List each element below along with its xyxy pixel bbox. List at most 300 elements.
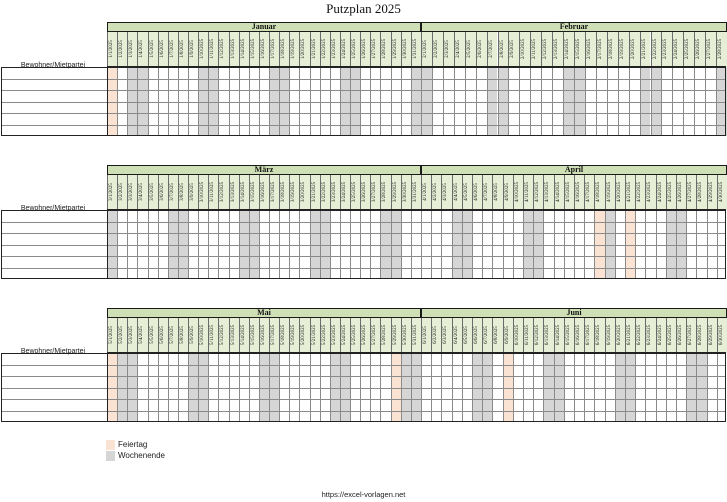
date-header-cell (178, 175, 188, 210)
date-header-cell (651, 32, 662, 67)
date-label: 2/2/2025 (433, 40, 439, 58)
date-header-cell (249, 32, 259, 67)
date-header-cell (320, 175, 330, 210)
date-label: 5/5/2025 (149, 326, 155, 344)
date-header-cell (310, 318, 320, 353)
date-label: 2/20/2025 (630, 38, 636, 60)
date-header-cell (178, 32, 188, 67)
date-header-cell (249, 175, 259, 210)
row-divider (1, 399, 726, 400)
date-header-cell (269, 318, 279, 353)
date-label: 2/5/2025 (466, 40, 472, 58)
date-header-cell (188, 32, 198, 67)
date-label: 3/4/2025 (139, 183, 145, 201)
date-header-cell (401, 32, 411, 67)
resident-label: Bewohner/Mietpartei (20, 62, 86, 69)
date-header-cell (676, 175, 686, 210)
date-label: 5/2/2025 (119, 326, 125, 344)
date-label: 4/29/2025 (708, 181, 714, 203)
date-label: 2/14/2025 (565, 38, 571, 60)
date-header-cell (299, 175, 309, 210)
date-label: 1/6/2025 (159, 40, 165, 58)
date-header-cell (717, 175, 727, 210)
holiday-swatch (106, 440, 115, 450)
date-label: 5/19/2025 (291, 324, 297, 346)
date-label: 5/10/2025 (200, 324, 206, 346)
date-header-cell (198, 32, 208, 67)
date-label: 6/11/2025 (525, 324, 530, 346)
date-header-cell (431, 318, 441, 353)
date-label: 1/9/2025 (190, 40, 196, 58)
date-label: 1/23/2025 (331, 38, 337, 60)
date-header-cell (289, 32, 299, 67)
date-header-cell (503, 175, 513, 210)
date-header-cell (198, 175, 208, 210)
date-label: 3/17/2025 (271, 181, 277, 203)
header-divider (107, 66, 726, 67)
date-label: 2/22/2025 (652, 38, 658, 60)
date-header-cell (498, 32, 509, 67)
date-header-cell (310, 175, 320, 210)
date-header-cell (508, 32, 519, 67)
date-header-cell (401, 175, 411, 210)
date-header-cell (554, 175, 564, 210)
date-label: 2/4/2025 (455, 40, 461, 58)
date-label: 1/15/2025 (250, 38, 256, 60)
date-label: 6/1/2025 (423, 326, 428, 344)
date-label: 3/21/2025 (311, 181, 317, 203)
date-header-cell (320, 318, 330, 353)
date-header-cell (259, 175, 269, 210)
date-header-cell (594, 175, 604, 210)
date-header-cell (330, 175, 340, 210)
weekend-swatch (106, 451, 115, 461)
date-header-cell (523, 175, 533, 210)
date-header-cell (117, 175, 127, 210)
date-label: 3/3/2025 (129, 183, 135, 201)
date-header-cell (401, 318, 411, 353)
date-label: 6/15/2025 (565, 324, 571, 346)
month-header: März (107, 165, 421, 175)
schedule-block-1 (0, 22, 727, 136)
date-label: 5/3/2025 (129, 326, 135, 344)
date-label: 1/21/2025 (311, 38, 317, 60)
date-header-cell (625, 318, 635, 353)
date-header-cell (299, 32, 309, 67)
row-divider (1, 113, 726, 114)
date-label: 5/6/2025 (159, 326, 165, 344)
date-header-cell (716, 32, 727, 67)
date-label: 3/5/2025 (149, 183, 155, 201)
date-header-cell (584, 175, 594, 210)
date-header-cell (137, 318, 147, 353)
date-label: 4/20/2025 (616, 181, 622, 203)
date-label: 4/13/2025 (545, 181, 551, 203)
resident-label: Bewohner/Mietpartei (20, 348, 86, 355)
date-label: 6/17/2025 (586, 324, 592, 346)
date-label: 1/25/2025 (352, 38, 358, 60)
date-header-cell (350, 32, 360, 67)
date-header-cell (552, 32, 563, 67)
date-header-cell (629, 32, 640, 67)
date-label: 1/8/2025 (179, 40, 185, 58)
date-header-cell (574, 175, 584, 210)
schedule-block-3 (0, 308, 727, 422)
date-header-cell (208, 175, 218, 210)
date-header-cell (432, 32, 443, 67)
date-header-cell (370, 318, 380, 353)
date-header-cell (158, 175, 168, 210)
date-header-cell (107, 318, 117, 353)
date-header-cell (380, 175, 390, 210)
name-column-divider (107, 210, 108, 279)
date-label: 3/20/2025 (301, 181, 307, 203)
date-header-cell (259, 318, 269, 353)
date-label: 6/29/2025 (708, 324, 714, 346)
date-header-cell (530, 32, 541, 67)
date-header-cell (487, 32, 498, 67)
date-header-cell (391, 175, 401, 210)
date-label: 5/11/2025 (210, 324, 216, 346)
date-header-cell (686, 318, 696, 353)
date-header-cell (683, 32, 694, 67)
date-header-cell (239, 175, 249, 210)
date-label: 2/11/2025 (532, 38, 538, 60)
date-header-cell (310, 32, 320, 67)
date-label: 5/21/2025 (311, 324, 317, 346)
date-label: 3/23/2025 (331, 181, 337, 203)
date-label: 2/3/2025 (444, 40, 450, 58)
date-label: 4/11/2025 (525, 181, 530, 203)
date-header-cell (563, 32, 574, 67)
month-header: Februar (421, 22, 727, 32)
date-label: 1/10/2025 (200, 38, 206, 60)
date-label: 4/22/2025 (637, 181, 643, 203)
date-header-cell (107, 32, 117, 67)
date-label: 5/18/2025 (281, 324, 287, 346)
date-label: 6/21/2025 (627, 324, 632, 346)
schedule-grid (1, 67, 726, 136)
date-header-cell (198, 318, 208, 353)
schedule-block-2 (0, 165, 727, 279)
date-label: 2/27/2025 (707, 38, 713, 60)
date-label: 5/24/2025 (341, 324, 347, 346)
date-label: 4/12/2025 (535, 181, 541, 203)
date-label: 2/18/2025 (608, 38, 614, 60)
date-label: 4/18/2025 (596, 181, 602, 203)
date-header-cell (443, 32, 454, 67)
date-header-cell (492, 318, 502, 353)
date-label: 3/30/2025 (402, 181, 408, 203)
date-label: 5/30/2025 (402, 324, 408, 346)
date-label: 1/27/2025 (372, 38, 378, 60)
page-title: Putzplan 2025 (326, 1, 401, 16)
date-header-cell (239, 318, 249, 353)
date-label: 1/26/2025 (362, 38, 368, 60)
date-label: 4/23/2025 (647, 181, 653, 203)
date-label: 3/16/2025 (260, 181, 266, 203)
date-header-cell (596, 32, 607, 67)
date-header-cell (564, 318, 574, 353)
row-divider (1, 376, 726, 377)
month-header: Januar (107, 22, 421, 32)
date-label: 6/23/2025 (647, 324, 653, 346)
date-label: 1/4/2025 (139, 40, 145, 58)
row-divider (1, 256, 726, 257)
date-label: 3/31/2025 (412, 181, 418, 203)
date-header-cell (370, 175, 380, 210)
date-header-cell (666, 318, 676, 353)
date-label: 2/15/2025 (576, 38, 581, 60)
date-label: 5/1/2025 (109, 326, 114, 344)
date-label: 3/12/2025 (220, 181, 226, 203)
footer-link[interactable]: https://excel-vorlagen.net (321, 490, 406, 499)
date-header-cell (188, 318, 198, 353)
date-header-cell (269, 32, 279, 67)
row-divider (1, 79, 726, 80)
date-header-cell (492, 175, 502, 210)
date-label: 1/22/2025 (321, 38, 327, 60)
date-label: 6/30/2025 (718, 324, 724, 346)
date-label: 5/8/2025 (179, 326, 185, 344)
date-header-cell (676, 318, 686, 353)
weekend-legend-label: Wochenende (118, 451, 165, 460)
date-label: 1/20/2025 (301, 38, 307, 60)
date-header-cell (188, 175, 198, 210)
date-label: 3/26/2025 (362, 181, 368, 203)
date-label: 2/17/2025 (597, 38, 603, 60)
date-header-cell (148, 318, 158, 353)
date-label: 1/14/2025 (240, 38, 246, 60)
date-header-cell (635, 318, 645, 353)
date-label: 3/13/2025 (230, 181, 236, 203)
date-label: 5/13/2025 (230, 324, 236, 346)
date-label: 4/1/2025 (423, 183, 428, 201)
date-label: 6/22/2025 (637, 324, 643, 346)
date-header-cell (421, 175, 431, 210)
date-label: 1/29/2025 (392, 38, 398, 60)
date-label: 4/14/2025 (555, 181, 561, 203)
date-header-cell (259, 32, 269, 67)
date-header-cell (462, 175, 472, 210)
date-label: 2/9/2025 (510, 40, 516, 58)
date-label: 4/10/2025 (514, 181, 520, 203)
name-column-divider (107, 353, 108, 422)
date-label: 6/12/2025 (535, 324, 541, 346)
date-header-cell (340, 318, 350, 353)
row-divider (1, 90, 726, 91)
date-label: 2/24/2025 (674, 38, 680, 60)
date-label: 6/26/2025 (678, 324, 683, 346)
date-header-cell (320, 32, 330, 67)
row-divider (1, 268, 726, 269)
date-header-cell (625, 175, 635, 210)
date-header-cell (533, 175, 543, 210)
date-label: 4/19/2025 (606, 181, 612, 203)
date-label: 6/2/2025 (433, 326, 439, 344)
date-header-cell (661, 32, 672, 67)
date-header-cell (218, 32, 228, 67)
date-label: 6/24/2025 (657, 324, 663, 346)
date-header-cell (299, 318, 309, 353)
date-label: 6/20/2025 (616, 324, 622, 346)
date-label: 2/26/2025 (696, 38, 702, 60)
date-label: 6/6/2025 (474, 326, 479, 344)
date-label: 4/2/2025 (433, 183, 439, 201)
date-label: 6/9/2025 (504, 326, 510, 344)
date-header-cell (482, 318, 492, 353)
date-label: 5/26/2025 (362, 324, 368, 346)
date-label: 2/8/2025 (499, 40, 505, 58)
date-label: 3/24/2025 (341, 181, 347, 203)
date-header-cell (370, 32, 380, 67)
date-label: 4/27/2025 (688, 181, 694, 203)
date-header-cell (707, 318, 717, 353)
date-label: 6/27/2025 (688, 324, 694, 346)
date-header-cell (431, 175, 441, 210)
date-label: 2/1/2025 (423, 40, 428, 58)
row-divider (1, 125, 726, 126)
date-label: 3/10/2025 (200, 181, 206, 203)
date-header-cell (279, 32, 289, 67)
date-label: 2/10/2025 (521, 38, 527, 60)
date-header-cell (707, 175, 717, 210)
date-header-cell (605, 318, 615, 353)
date-label: 2/23/2025 (663, 38, 669, 60)
date-header-cell (350, 175, 360, 210)
date-header-cell (705, 32, 716, 67)
date-label: 4/17/2025 (586, 181, 592, 203)
resident-label: Bewohner/Mietpartei (20, 205, 86, 212)
date-header-cell (289, 175, 299, 210)
date-header-cell (117, 318, 127, 353)
date-label: 5/20/2025 (301, 324, 307, 346)
date-header-cell (269, 175, 279, 210)
date-header-cell (411, 175, 421, 210)
date-label: 3/7/2025 (169, 183, 175, 201)
schedule-grid (1, 210, 726, 279)
date-label: 4/25/2025 (667, 181, 673, 203)
date-header-cell (421, 318, 431, 353)
date-header-cell (421, 32, 432, 67)
date-label: 2/21/2025 (641, 38, 647, 60)
date-label: 1/7/2025 (169, 40, 175, 58)
date-label: 6/5/2025 (463, 326, 469, 344)
date-label: 6/3/2025 (443, 326, 449, 344)
date-header-cell (279, 175, 289, 210)
date-header-cell (391, 318, 401, 353)
header-divider (107, 209, 726, 210)
date-header-cell (452, 318, 462, 353)
date-label: 5/14/2025 (240, 324, 246, 346)
row-divider (1, 411, 726, 412)
date-label: 2/28/2025 (718, 38, 724, 60)
date-label: 2/13/2025 (554, 38, 560, 60)
date-label: 4/15/2025 (565, 181, 571, 203)
date-header-cell (476, 32, 487, 67)
date-header-cell (411, 318, 421, 353)
date-label: 2/12/2025 (543, 38, 549, 60)
date-header-cell (584, 318, 594, 353)
date-label: 6/19/2025 (606, 324, 612, 346)
date-header-cell (380, 32, 390, 67)
date-label: 2/7/2025 (488, 40, 494, 58)
date-header-cell (360, 318, 370, 353)
date-label: 2/16/2025 (586, 38, 592, 60)
date-label: 3/9/2025 (190, 183, 196, 201)
date-label: 4/28/2025 (698, 181, 704, 203)
date-header-cell (686, 175, 696, 210)
schedule-grid (1, 353, 726, 422)
date-header-cell (533, 318, 543, 353)
date-label: 3/6/2025 (159, 183, 165, 201)
date-label: 3/29/2025 (392, 181, 398, 203)
date-label: 4/9/2025 (504, 183, 510, 201)
date-label: 1/18/2025 (281, 38, 287, 60)
header-divider (107, 352, 726, 353)
date-label: 3/28/2025 (382, 181, 388, 203)
date-label: 6/13/2025 (545, 324, 551, 346)
date-label: 1/30/2025 (402, 38, 408, 60)
row-divider (1, 388, 726, 389)
date-header-cell (229, 175, 239, 210)
date-label: 4/7/2025 (484, 183, 490, 201)
date-header-cell (148, 32, 158, 67)
row-divider (1, 245, 726, 246)
date-header-cell (350, 318, 360, 353)
date-header-cell (465, 32, 476, 67)
date-label: 3/27/2025 (372, 181, 378, 203)
date-label: 1/3/2025 (129, 40, 135, 58)
month-header: April (421, 165, 727, 175)
date-header-cell (330, 318, 340, 353)
date-header-cell (441, 318, 451, 353)
date-header-cell (645, 175, 655, 210)
date-header-cell (229, 318, 239, 353)
date-label: 6/14/2025 (555, 324, 561, 346)
date-header-cell (585, 32, 596, 67)
date-label: 6/8/2025 (494, 326, 500, 344)
date-header-cell (148, 175, 158, 210)
date-header-cell (289, 318, 299, 353)
date-header-cell (340, 175, 350, 210)
date-header-cell (137, 175, 147, 210)
date-label: 4/30/2025 (718, 181, 724, 203)
date-label: 5/16/2025 (260, 324, 266, 346)
date-header-cell (454, 32, 465, 67)
date-label: 5/27/2025 (372, 324, 378, 346)
date-header-cell (640, 32, 651, 67)
date-header-cell (472, 318, 482, 353)
row-divider (1, 365, 726, 366)
date-label: 5/12/2025 (220, 324, 226, 346)
date-label: 3/19/2025 (291, 181, 297, 203)
date-header-cell (672, 32, 683, 67)
date-label: 4/5/2025 (463, 183, 469, 201)
date-label: 1/12/2025 (220, 38, 226, 60)
date-header-cell (618, 32, 629, 67)
date-header-cell (717, 318, 727, 353)
date-header-cell (441, 175, 451, 210)
month-header: Mai (107, 308, 421, 318)
date-header-cell (208, 32, 218, 67)
date-label: 6/4/2025 (453, 326, 459, 344)
date-header-cell (503, 318, 513, 353)
date-header-cell (127, 32, 137, 67)
date-label: 6/7/2025 (484, 326, 490, 344)
date-label: 5/23/2025 (331, 324, 337, 346)
date-label: 4/24/2025 (657, 181, 663, 203)
